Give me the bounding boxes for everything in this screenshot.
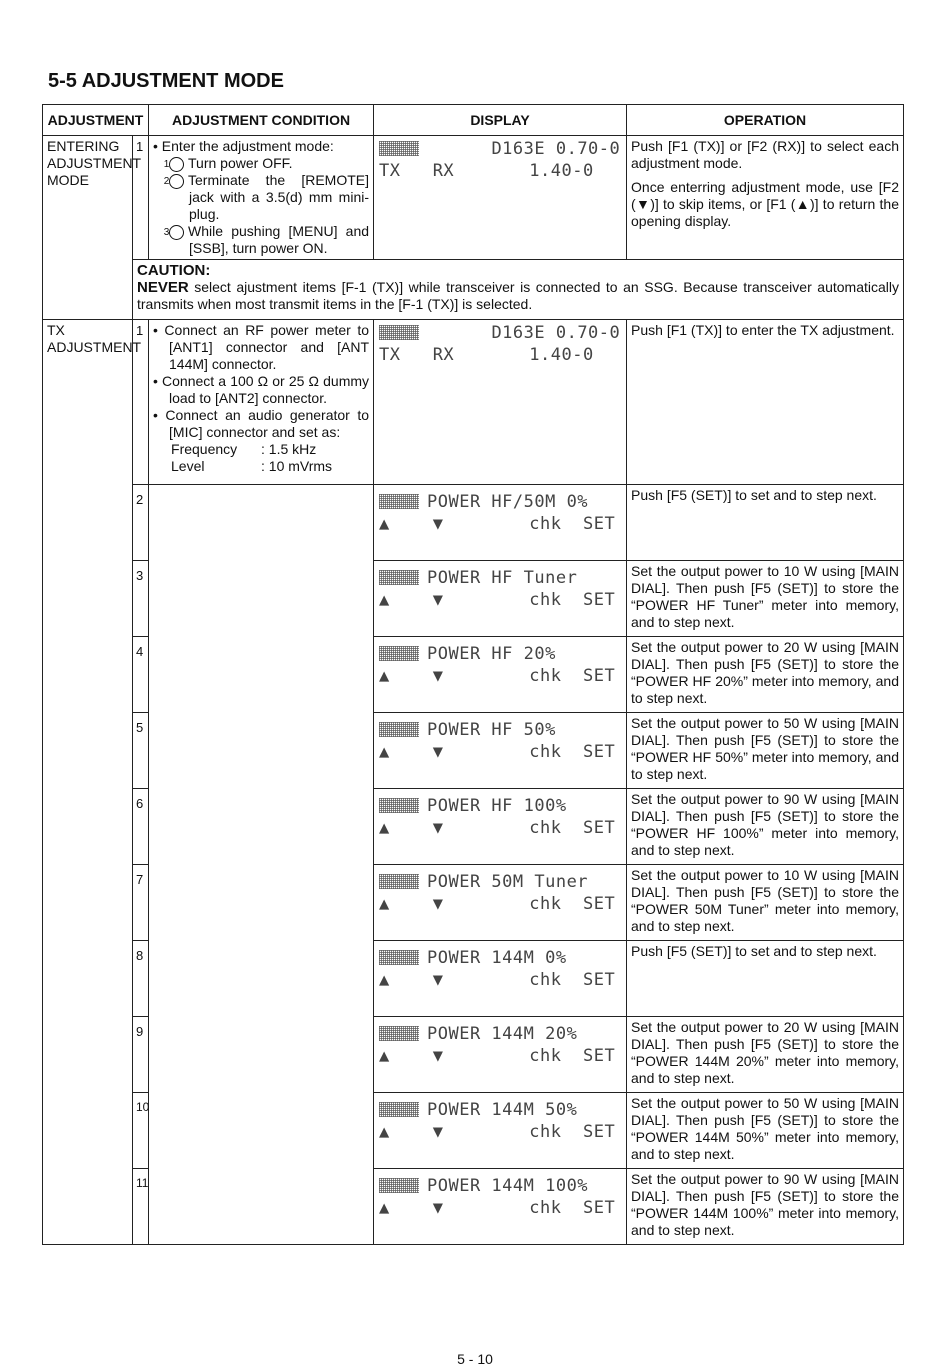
operation-cell: Set the output power to 50 W using [MAIN DIAL]. Then push [F5 (SET)] to store the “POWER 144M 50%” meter into memory, and to step next. [627, 1093, 904, 1169]
lcd-line-1: POWER HF 50% [427, 720, 556, 740]
lcd-line-2: ▲ ▼ chk SET [379, 894, 616, 914]
lcd-line-2: ▲ ▼ chk SET [379, 514, 616, 534]
row-number: 8 [133, 941, 149, 1017]
lcd-display [374, 136, 627, 260]
header-display: DISPLAY [374, 105, 627, 136]
condition-item: • Connect a 100 Ω or 25 Ω dummy load to [ANT2] connector. [153, 373, 370, 406]
lcd-indicator-icon [379, 494, 419, 509]
operation-cell: Set the output power to 10 W using [MAIN DIAL]. Then push [F5 (SET)] to store the “POWER HF Tuner” meter into memory, and to step next. [627, 561, 904, 637]
lcd-indicator-icon [379, 798, 419, 813]
lcd-line-1: POWER HF/50M 0% [427, 492, 589, 512]
lcd-line-1: POWER HF Tuner [427, 568, 578, 588]
condition-cell [149, 136, 374, 260]
lcd-indicator-icon [379, 570, 419, 585]
row-number: 5 [133, 713, 149, 789]
condition-item: • Connect an RF power meter to [ANT1] connector and [ANT 144M] connector. [153, 322, 370, 372]
operation-cell: Set the output power to 10 W using [MAIN DIAL]. Then push [F5 (SET)] to store the “POWER 50M Tuner” meter into memory, and to step next. [627, 865, 904, 941]
lcd-line-2: ▲ ▼ chk SET [379, 970, 616, 990]
page-number: 5 - 10 [457, 1351, 493, 1367]
step-number-mark: 2 [169, 174, 184, 189]
lcd-display [374, 561, 627, 637]
lcd-display [374, 320, 627, 485]
lcd-display [374, 637, 627, 713]
lcd-line-2: ▲ ▼ chk SET [379, 1046, 616, 1066]
operation-cell: Set the output power to 20 W using [MAIN DIAL]. Then push [F5 (SET)] to store the “POWER HF 20%” meter into memory, and to step next. [627, 637, 904, 713]
lcd-indicator-icon [379, 874, 419, 889]
condition-intro: • Enter the adjustment mode: [153, 138, 334, 154]
operation-cell: Set the output power to 90 W using [MAIN DIAL]. Then push [F5 (SET)] to store the “POWER HF 100%” meter into memory, and to step next. [627, 789, 904, 865]
lcd-line-1: D163E 0.70-0 [379, 322, 623, 344]
lcd-line-1: POWER HF 100% [427, 796, 567, 816]
adjustment-label-tx: TX ADJUSTMENT [43, 320, 133, 1245]
adjustment-table [42, 104, 904, 1245]
condition-cell-empty [149, 485, 374, 1245]
table-row-tx-1 [43, 320, 904, 485]
lcd-indicator-icon [379, 646, 419, 661]
row-number: 1 [133, 136, 149, 260]
lcd-display [374, 865, 627, 941]
lcd-indicator-icon [379, 325, 419, 340]
header-condition: ADJUSTMENT CONDITION [149, 105, 374, 136]
row-number: 1 [133, 320, 149, 485]
lcd-line-2: TX RX 1.40-0 [379, 345, 594, 365]
operation-cell [627, 136, 904, 260]
lcd-line-1: POWER 144M 20% [427, 1024, 578, 1044]
lcd-display [374, 485, 627, 561]
table-header-row [43, 105, 904, 136]
operation-text: Push [F1 (TX)] to enter the TX adjustment. [631, 322, 895, 338]
level-setting: Level : 10 mVrms [171, 458, 333, 474]
lcd-indicator-icon [379, 1178, 419, 1193]
lcd-display [374, 941, 627, 1017]
operation-cell: Push [F5 (SET)] to set and to step next. [627, 485, 904, 561]
step-number-mark: 3 [169, 225, 184, 240]
lcd-line-2: ▲ ▼ chk SET [379, 1198, 616, 1218]
condition-step: 2 Terminate the [REMOTE] jack with a 3.5(d) mm mini-plug. [163, 172, 370, 222]
condition-item: • Connect an audio generator to [MIC] connector and set as: [153, 407, 370, 440]
caution-text: select ajustment items [F-1 (TX)] while transceiver is connected to an SSG. Because transceiver automatically transmits when most transmit items in the [F-1 (TX)] is selected. [137, 279, 899, 312]
caution-cell [133, 260, 904, 320]
lcd-line-2: ▲ ▼ chk SET [379, 742, 616, 762]
lcd-indicator-icon [379, 722, 419, 737]
lcd-line-1: POWER 50M Tuner [427, 872, 589, 892]
lcd-line-1: POWER 144M 50% [427, 1100, 578, 1120]
lcd-indicator-icon [379, 141, 419, 156]
lcd-line-2: ▲ ▼ chk SET [379, 818, 616, 838]
row-number: 6 [133, 789, 149, 865]
operation-cell [627, 320, 904, 485]
lcd-line-2: ▲ ▼ chk SET [379, 590, 616, 610]
row-number: 11 [133, 1169, 149, 1245]
table-row-entering [43, 136, 904, 260]
lcd-line-2: ▲ ▼ chk SET [379, 1122, 616, 1142]
operation-cell: Push [F5 (SET)] to set and to step next. [627, 941, 904, 1017]
lcd-display [374, 1093, 627, 1169]
operation-cell: Set the output power to 90 W using [MAIN DIAL]. Then push [F5 (SET)] to store the “POWER 144M 100%” meter into memory, and to step next. [627, 1169, 904, 1245]
lcd-line-1: D163E 0.70-0 [379, 138, 623, 160]
condition-cell [149, 320, 374, 485]
header-operation: OPERATION [627, 105, 904, 136]
operation-cell: Set the output power to 20 W using [MAIN DIAL]. Then push [F5 (SET)] to store the “POWER 144M 20%” meter into memory, and to step next. [627, 1017, 904, 1093]
lcd-indicator-icon [379, 1026, 419, 1041]
row-number: 4 [133, 637, 149, 713]
table-row-caution [43, 260, 904, 320]
lcd-indicator-icon [379, 1102, 419, 1117]
operation-text: Once enterring adjustment mode, use [F2 (▼)] to skip items, or [F1 (▲)] to return the opening display. [631, 179, 899, 229]
lcd-line-1: POWER 144M 0% [427, 948, 567, 968]
row-number: 7 [133, 865, 149, 941]
operation-cell: Set the output power to 50 W using [MAIN DIAL]. Then push [F5 (SET)] to store the “POWER HF 50%” meter into memory, and to step next. [627, 713, 904, 789]
row-number: 9 [133, 1017, 149, 1093]
lcd-line-2: TX RX 1.40-0 [379, 161, 594, 181]
lcd-indicator-icon [379, 950, 419, 965]
frequency-setting: Frequency : 1.5 kHz [171, 441, 317, 457]
lcd-display [374, 1169, 627, 1245]
lcd-line-1: POWER 144M 100% [427, 1176, 589, 1196]
lcd-line-2: ▲ ▼ chk SET [379, 666, 616, 686]
table-row [43, 485, 904, 561]
caution-title: CAUTION: [137, 262, 211, 279]
row-number: 3 [133, 561, 149, 637]
step-number-mark: 1 [169, 157, 184, 172]
operation-text: Push [F1 (TX)] or [F2 (RX)] to select each adjustment mode. [631, 138, 899, 171]
lcd-display [374, 1017, 627, 1093]
adjustment-label-entering: ENTERING ADJUSTMENT MODE [43, 136, 133, 320]
lcd-display [374, 713, 627, 789]
lcd-display [374, 789, 627, 865]
condition-step: 1 Turn power OFF. [163, 155, 293, 171]
row-number: 10 [133, 1093, 149, 1169]
condition-step: 3 While pushing [MENU] and [SSB], turn power ON. [163, 223, 370, 256]
lcd-line-1: POWER HF 20% [427, 644, 556, 664]
caution-never: NEVER [137, 279, 189, 296]
row-number: 2 [133, 485, 149, 561]
header-adjustment: ADJUSTMENT [43, 105, 149, 136]
page-title: 5-5 ADJUSTMENT MODE [48, 70, 284, 92]
